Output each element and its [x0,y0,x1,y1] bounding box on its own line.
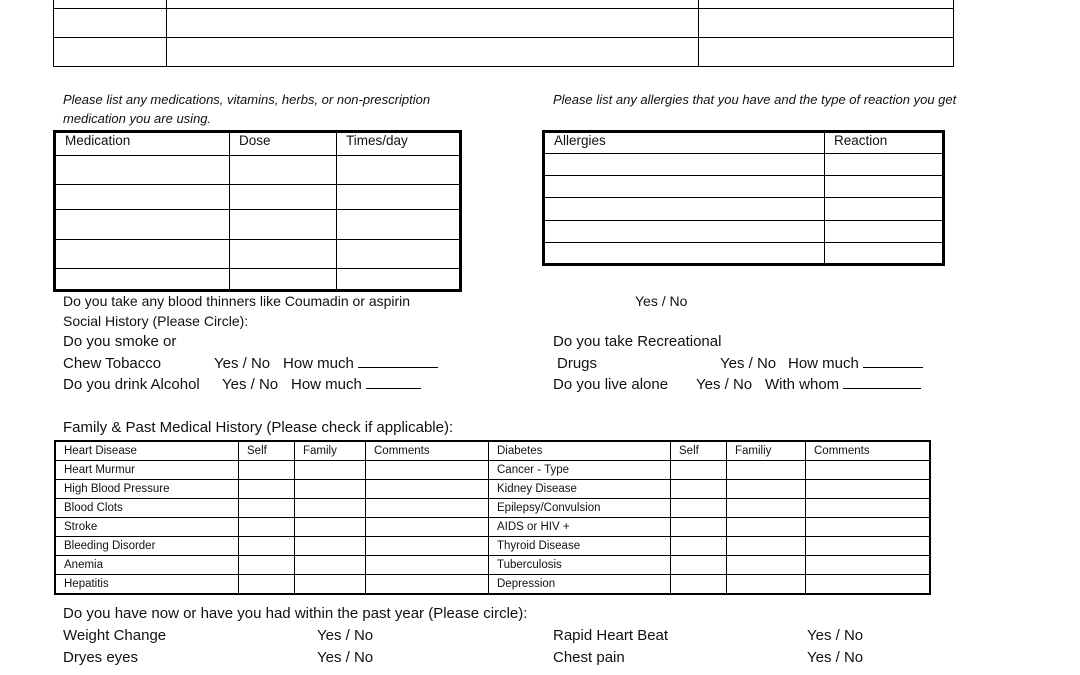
dose-cell[interactable] [230,210,337,240]
reaction-cell[interactable] [825,154,944,176]
smoke-question: Do you smoke or [63,333,177,350]
alcohol-answer[interactable]: Yes / No [222,376,279,393]
past-year-heading: Do you have now or have you had within the past year (Please circle): [63,605,528,622]
times-cell[interactable] [337,185,461,210]
times-cell[interactable] [337,269,461,291]
family-checkbox[interactable] [295,480,366,499]
comments-cell[interactable] [366,556,489,575]
top-cell[interactable] [54,38,167,67]
comments-header: Comments [366,441,489,461]
top-cell[interactable] [167,0,699,9]
comments-cell[interactable] [366,537,489,556]
blood-thinners-question: Do you take any blood thinners like Coumadin or aspirin [63,293,411,309]
smoke-how-much [283,355,438,372]
condition-label: Blood Clots [55,499,239,518]
live-alone-question: Do you live alone [553,376,669,393]
reaction-header: Reaction [825,132,944,154]
comments-cell[interactable] [366,499,489,518]
with-whom-label: With whom [765,376,840,393]
condition-label: Anemia [55,556,239,575]
family-checkbox[interactable] [727,575,806,595]
condition-label: Bleeding Disorder [55,537,239,556]
comments-cell[interactable] [366,518,489,537]
medication-cell[interactable] [55,185,230,210]
family-checkbox[interactable] [727,461,806,480]
self-checkbox[interactable] [239,518,295,537]
top-table [53,0,954,67]
family-checkbox[interactable] [727,556,806,575]
self-checkbox[interactable] [671,575,727,595]
condition-label: Stroke [55,518,239,537]
dose-cell[interactable] [230,240,337,269]
self-checkbox[interactable] [239,461,295,480]
family-checkbox[interactable] [295,499,366,518]
allergy-cell[interactable] [544,198,825,220]
smoke-answer[interactable]: Yes / No [214,355,271,372]
self-checkbox[interactable] [671,556,727,575]
diabetes-header: Diabetes [489,441,671,461]
times-cell[interactable] [337,210,461,240]
symptom-answer[interactable]: Yes / No [807,627,864,644]
top-cell[interactable] [699,38,954,67]
dose-cell[interactable] [230,269,337,291]
heart-disease-header: Heart Disease [55,441,239,461]
recreational-answer[interactable]: Yes / No [720,355,777,372]
family-header: Familiy [727,441,806,461]
medication-header: Medication [55,132,230,156]
condition-label: Thyroid Disease [489,537,671,556]
social-history-heading: Social History (Please Circle): [63,313,249,329]
comments-cell[interactable] [806,537,931,556]
family-checkbox[interactable] [295,556,366,575]
condition-label: Hepatitis [55,575,239,595]
chew-tobacco-label: Chew Tobacco [63,355,162,372]
self-checkbox[interactable] [671,499,727,518]
symptom-label: Weight Change [63,627,167,644]
self-checkbox[interactable] [239,556,295,575]
allergy-cell[interactable] [544,220,825,242]
comments-cell[interactable] [806,499,931,518]
recreational-how-much-line[interactable] [863,355,923,368]
top-cell[interactable] [54,9,167,38]
family-checkbox[interactable] [727,537,806,556]
condition-label: Epilepsy/Convulsion [489,499,671,518]
comments-cell[interactable] [366,480,489,499]
condition-label: Heart Murmur [55,461,239,480]
live-alone-with-whom [765,376,921,393]
family-checkbox[interactable] [727,518,806,537]
comments-cell[interactable] [366,575,489,595]
symptom-label: Dryes eyes [63,649,139,666]
times-cell[interactable] [337,156,461,185]
family-header: Family [295,441,366,461]
self-checkbox[interactable] [239,499,295,518]
allergy-cell[interactable] [544,242,825,264]
allergy-prompt: Please list any allergies that you have and the type of reaction you get [553,92,957,107]
dose-header: Dose [230,132,337,156]
symptom-answer[interactable]: Yes / No [317,627,374,644]
condition-label: Depression [489,575,671,595]
times-cell[interactable] [337,240,461,269]
medication-cell[interactable] [55,210,230,240]
dose-cell[interactable] [230,156,337,185]
family-checkbox[interactable] [727,499,806,518]
blood-thinners-answer[interactable]: Yes / No [635,293,688,309]
self-checkbox[interactable] [671,537,727,556]
self-checkbox[interactable] [239,575,295,595]
recreational-question: Do you take Recreational [553,333,722,350]
family-history-heading: Family & Past Medical History (Please check if applicable): [63,419,454,436]
allergy-table [542,130,945,266]
top-cell[interactable] [699,0,954,9]
live-alone-answer[interactable]: Yes / No [696,376,753,393]
self-checkbox[interactable] [239,480,295,499]
alcohol-question: Do you drink Alcohol [63,376,200,393]
top-cell[interactable] [699,9,954,38]
comments-header: Comments [806,441,931,461]
condition-label: Tuberculosis [489,556,671,575]
alcohol-how-much-line[interactable] [366,376,421,389]
family-checkbox[interactable] [295,518,366,537]
top-cell[interactable] [54,0,167,9]
family-history-table [54,440,931,595]
times-per-day-header: Times/day [337,132,461,156]
condition-label: High Blood Pressure [55,480,239,499]
dose-cell[interactable] [230,185,337,210]
self-header: Self [671,441,727,461]
top-cell[interactable] [167,9,699,38]
smoke-how-much-label: How much [283,355,354,372]
reaction-cell[interactable] [825,198,944,220]
reaction-cell[interactable] [825,176,944,198]
condition-label: AIDS or HIV + [489,518,671,537]
self-checkbox[interactable] [671,480,727,499]
allergy-cell[interactable] [544,154,825,176]
family-checkbox[interactable] [295,537,366,556]
reaction-cell[interactable] [825,220,944,242]
self-header: Self [239,441,295,461]
self-checkbox[interactable] [671,518,727,537]
condition-label: Cancer - Type [489,461,671,480]
medication-table [53,130,462,292]
family-checkbox[interactable] [295,461,366,480]
symptom-label: Rapid Heart Beat [553,627,669,644]
condition-label: Kidney Disease [489,480,671,499]
comments-cell[interactable] [806,480,931,499]
medication-prompt: Please list any medications, vitamins, herbs, or non-prescription medication you are using. [63,92,431,126]
comments-cell[interactable] [806,556,931,575]
medication-cell[interactable] [55,156,230,185]
comments-cell[interactable] [806,575,931,595]
reaction-cell[interactable] [825,242,944,264]
self-checkbox[interactable] [239,537,295,556]
alcohol-how-much [291,376,421,393]
drugs-label: Drugs [557,355,598,372]
allergies-header: Allergies [544,132,825,154]
symptom-answer[interactable]: Yes / No [807,649,864,666]
family-checkbox[interactable] [295,575,366,595]
self-checkbox[interactable] [671,461,727,480]
comments-cell[interactable] [806,461,931,480]
alcohol-how-much-label: How much [291,376,362,393]
comments-cell[interactable] [806,518,931,537]
medication-cell[interactable] [55,240,230,269]
recreational-how-much-label: How much [788,355,859,372]
allergy-cell[interactable] [544,176,825,198]
with-whom-line[interactable] [843,376,921,389]
family-checkbox[interactable] [727,480,806,499]
symptom-answer[interactable]: Yes / No [317,649,374,666]
symptom-label: Chest pain [553,649,625,666]
medication-cell[interactable] [55,269,230,291]
comments-cell[interactable] [366,461,489,480]
top-cell[interactable] [167,38,699,67]
recreational-how-much [788,355,923,372]
smoke-how-much-line[interactable] [358,355,438,368]
